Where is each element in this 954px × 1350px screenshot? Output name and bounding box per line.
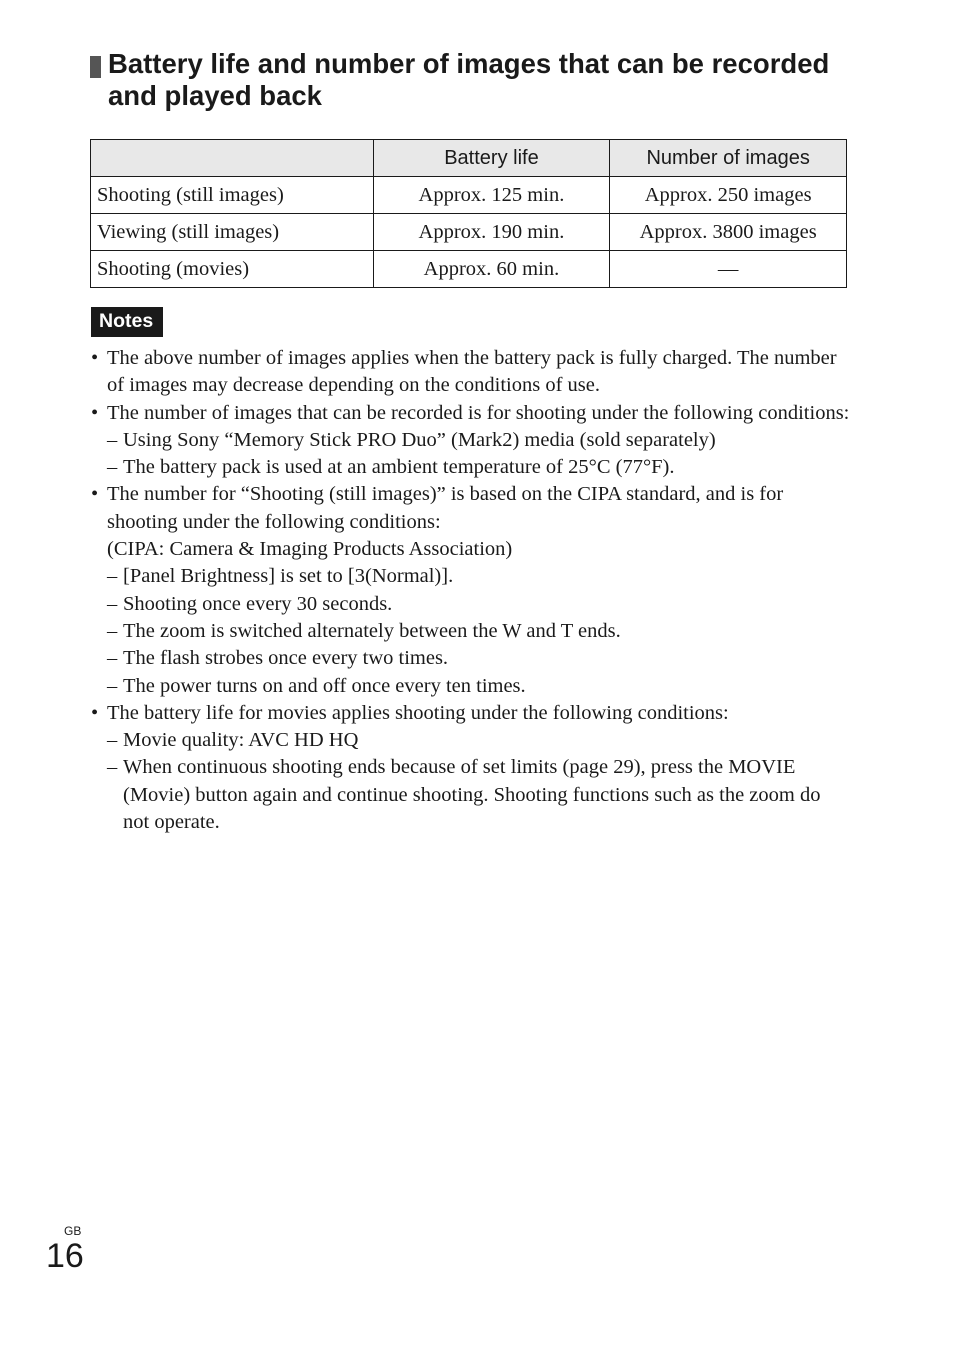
note-subitem-text: Movie quality: AVC HD HQ <box>123 729 359 752</box>
battery-life-cell: Approx. 125 min. <box>373 177 610 214</box>
note-subitem <box>107 754 850 836</box>
notes-badge: Notes <box>91 307 163 337</box>
note-subitem <box>107 673 850 700</box>
dash-marker: – <box>107 674 118 697</box>
note-subitem-text: The battery pack is used at an ambient temperature of 25°C (77°F). <box>123 456 675 479</box>
dash-marker: – <box>107 647 118 670</box>
note-item <box>90 481 850 699</box>
table-header-battery-life: Battery life <box>373 140 610 177</box>
dash-marker: – <box>107 592 118 615</box>
note-item <box>90 345 850 400</box>
battery-table <box>90 139 847 288</box>
number-of-images-cell: Approx. 3800 images <box>610 214 847 251</box>
note-subitem <box>107 454 850 481</box>
table-row <box>91 214 847 251</box>
battery-life-cell: Approx. 60 min. <box>373 251 610 288</box>
section-heading <box>90 48 850 112</box>
note-text: The above number of images applies when the battery pack is fully charged. The number of images may decrease depending on the conditions of use. <box>107 347 837 397</box>
number-of-images-cell: Approx. 250 images <box>610 177 847 214</box>
note-subitem <box>107 427 850 454</box>
table-row <box>91 177 847 214</box>
dash-marker: – <box>107 619 118 642</box>
cipa-note: (CIPA: Camera & Imaging Products Association) <box>107 538 513 561</box>
note-text: The number for “Shooting (still images)” is based on the CIPA standard, and is for shooting under the following conditions: <box>107 483 784 533</box>
table-header-row <box>91 140 847 177</box>
note-subitem <box>107 727 850 754</box>
table-row <box>91 251 847 288</box>
table-header-number-of-images: Number of images <box>610 140 847 177</box>
note-text: The battery life for movies applies shooting under the following conditions: <box>107 701 729 724</box>
dash-marker: – <box>107 456 118 479</box>
note-subitem <box>107 645 850 672</box>
note-subitem-text: Shooting once every 30 seconds. <box>123 592 393 615</box>
region-code: GB <box>64 1224 82 1238</box>
number-of-images-cell: — <box>610 251 847 288</box>
note-item <box>90 400 850 482</box>
note-subitem <box>107 618 850 645</box>
dash-marker: – <box>107 428 118 451</box>
battery-life-cell: Approx. 190 min. <box>373 214 610 251</box>
heading-title: Battery life and number of images that can be recorded and played back <box>108 48 830 111</box>
note-subitem-text: Using Sony “Memory Stick PRO Duo” (Mark2) media (sold separately) <box>123 428 716 451</box>
note-subitem-text: When continuous shooting ends because of set limits (page 29), press the MOVIE (Movie) button again and continue shooting. Shooting functions such as the zoom do not operate. <box>123 756 821 834</box>
note-text: The number of images that can be recorded is for shooting under the following conditions: <box>107 401 850 424</box>
row-label: Shooting (movies) <box>91 251 374 288</box>
note-subitem-text: The zoom is switched alternately between the W and T ends. <box>123 619 621 642</box>
dash-marker: – <box>107 565 118 588</box>
row-label: Viewing (still images) <box>91 214 374 251</box>
note-subitem-text: The power turns on and off once every ten times. <box>123 674 526 697</box>
dash-marker: – <box>107 729 118 752</box>
page-number: 16 <box>46 1237 84 1275</box>
note-subitem-text: [Panel Brightness] is set to [3(Normal)]. <box>123 565 454 588</box>
dash-marker: – <box>107 756 118 779</box>
table-header-empty <box>91 140 374 177</box>
heading-marker <box>90 56 101 78</box>
note-item <box>90 700 850 836</box>
notes-list <box>90 345 850 836</box>
note-subitem <box>107 591 850 618</box>
note-subitem <box>107 563 850 590</box>
note-subitem-text: The flash strobes once every two times. <box>123 647 449 670</box>
row-label: Shooting (still images) <box>91 177 374 214</box>
